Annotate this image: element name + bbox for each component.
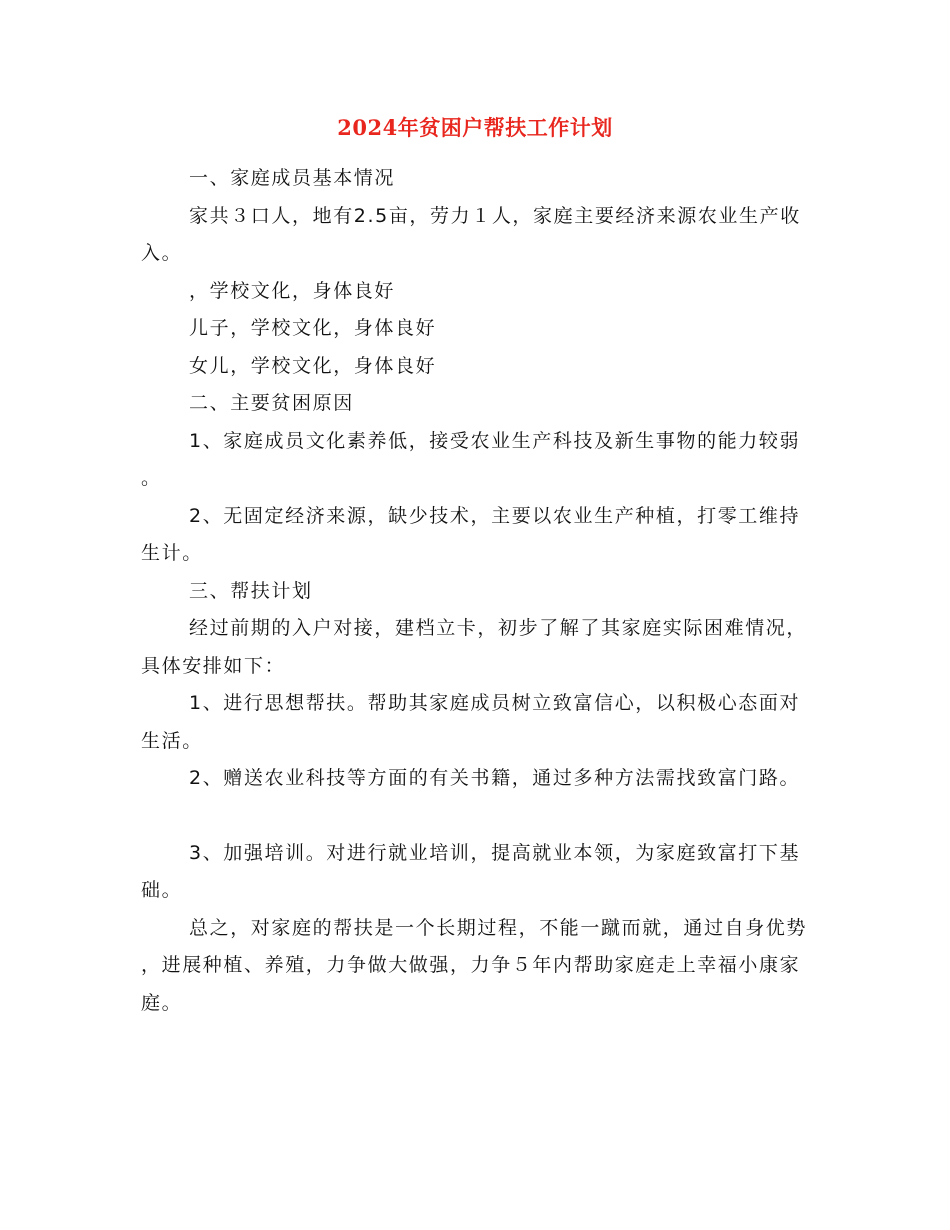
paragraph-member-daughter: 女儿，学校文化，身体良好 xyxy=(189,354,437,377)
paragraph-conclusion: 总之，对家庭的帮扶是一个长期过程，不能一蹴而就，通过自身优势，进展种植、养殖，力争做大做强，力争５年内帮助家庭走上幸福小康家庭。 xyxy=(141,916,808,1014)
section-heading-poverty-causes: 二、主要贫困原因 xyxy=(189,392,354,414)
document-title: 2024年贫困户帮扶工作计划 xyxy=(337,115,613,140)
paragraph-plan-item-1: 1、进行思想帮扶。帮助其家庭成员树立致富信心，以积极心态面对生活。 xyxy=(141,692,801,752)
section-heading-family-members: 一、家庭成员基本情况 xyxy=(189,167,396,189)
paragraph-member-1: ，学校文化，身体良好 xyxy=(189,279,396,302)
paragraph-plan-item-3: 3、加强培训。对进行就业培训，提高就业本领，为家庭致富打下基础。 xyxy=(141,841,801,901)
section-heading-assistance-plan: 三、帮扶计划 xyxy=(189,579,313,602)
paragraph-plan-item-2: 2、赠送农业科技等方面的有关书籍，通过多种方法需找致富门路。 xyxy=(189,767,801,789)
paragraph-member-son: 儿子，学校文化，身体良好 xyxy=(189,317,437,339)
paragraph-family-overview: 家共３口人，地有2.5亩，劳力１人，家庭主要经济来源农业生产收入。 xyxy=(141,204,801,264)
document-body xyxy=(141,160,817,1022)
paragraph-cause-1: 1、家庭成员文化素养低，接受农业生产科技及新生事物的能力较弱。 xyxy=(141,429,801,489)
paragraph-cause-2: 2、无固定经济来源，缺少技术，主要以农业生产种植，打零工维持生计。 xyxy=(141,504,801,564)
paragraph-plan-intro: 经过前期的入户对接，建档立卡，初步了解了其家庭实际困难情况，具体安排如下： xyxy=(141,617,808,677)
